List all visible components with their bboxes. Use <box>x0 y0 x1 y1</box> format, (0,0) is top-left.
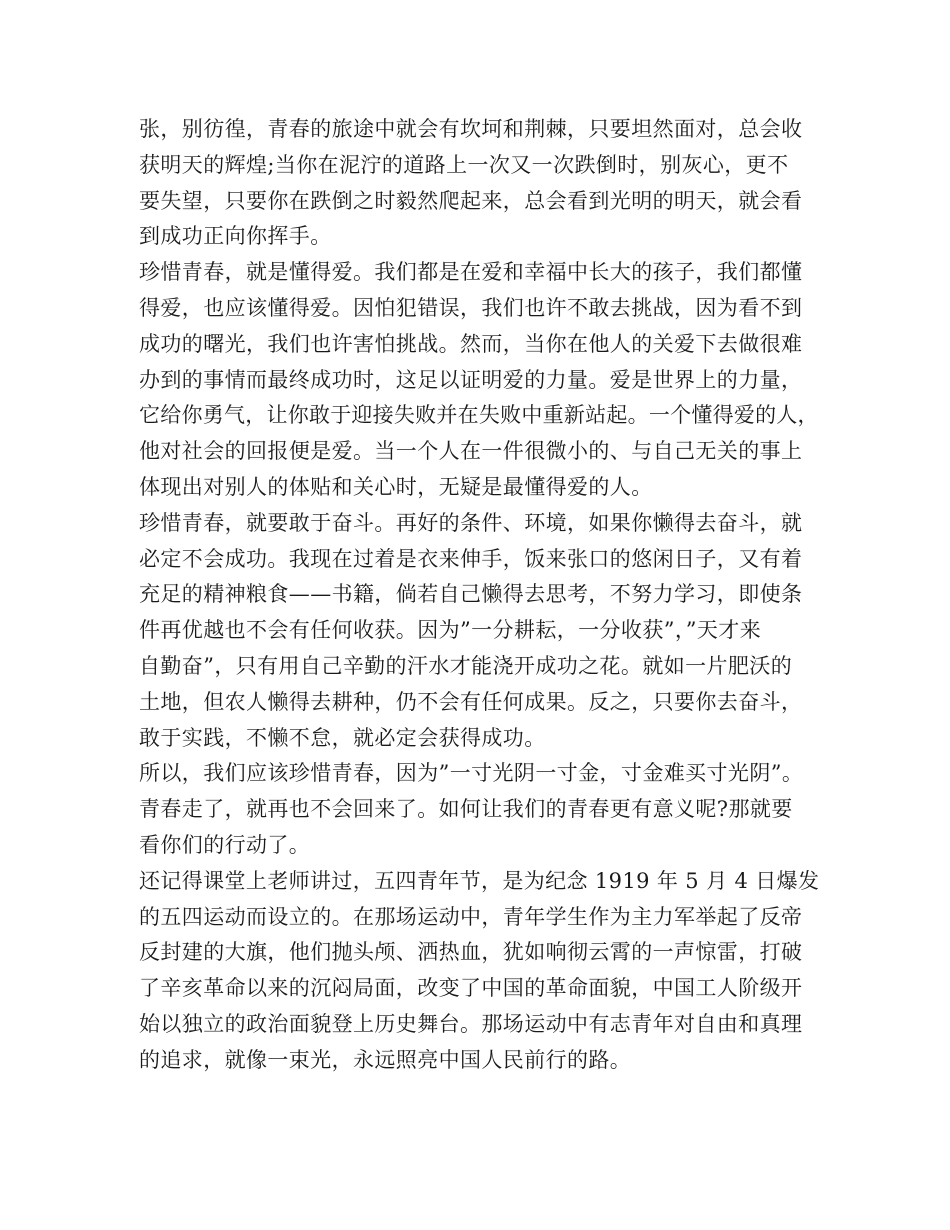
text-line: 了辛亥革命以来的沉闷局面，改变了中国的革命面貌，中国工人阶级开 <box>139 976 803 1001</box>
text-line: 看你们的行动了。 <box>139 832 311 857</box>
text-line: 要失望，只要你在跌倒之时毅然爬起来，总会看到光明的明天，就会看 <box>139 188 803 213</box>
text-line: 青春走了，就再也不会回来了。如何让我们的青春更有意义呢?那就要 <box>139 797 793 822</box>
text-line: 张，别彷徨，青春的旅途中就会有坎坷和荆棘，只要坦然面对，总会收 <box>139 117 803 141</box>
text-line: 的五四运动而设立的。在那场运动中，青年学生作为主力军举起了反帝 <box>139 904 803 929</box>
text-line: 珍惜青春，就是懂得爱。我们都是在爱和幸福中长大的孩子，我们都懂 <box>139 260 803 285</box>
text-line: 珍惜青春，就要敢于奋斗。再好的条件、环境，如果你懒得去奋斗，就 <box>139 510 803 535</box>
text-line: 的追求，就像一束光，永远照亮中国人民前行的路。 <box>139 1047 632 1072</box>
text-line: 还记得课堂上老师讲过，五四青年节，是为纪念 1919 年 5 月 4 日爆发 <box>139 868 820 893</box>
text-line: 他对社会的回报便是爱。当一个人在一件很微小的、与自己无关的事上 <box>139 439 803 464</box>
text-line: 成功的曙光，我们也许害怕挑战。然而，当你在他人的关爱下去做很难 <box>139 331 803 356</box>
text-line: 到成功正向你挥手。 <box>139 224 332 249</box>
text-line: 获明天的辉煌;当你在泥泞的道路上一次又一次跌倒时，别灰心，更不 <box>139 152 789 177</box>
text-line: 始以独立的政治面貌登上历史舞台。那场运动中有志青年对自由和真理 <box>139 1011 803 1036</box>
text-line: 得爱，也应该懂得爱。因怕犯错误，我们也许不敢去挑战，因为看不到 <box>139 295 803 320</box>
body-text <box>139 112 819 1079</box>
text-line: 办到的事情而最终成功时，这足以证明爱的力量。爱是世界上的力量， <box>139 367 803 392</box>
text-line: 体现出对别人的体贴和关心时，无疑是最懂得爱的人。 <box>139 474 653 499</box>
text-line: 所以，我们应该珍惜青春，因为”一寸光阴一寸金，寸金难买寸光阴”。 <box>139 761 804 786</box>
text-line: 必定不会成功。我现在过着是衣来伸手，饭来张口的悠闲日子，又有着 <box>139 546 803 571</box>
text-line: 土地，但农人懒得去耕种，仍不会有任何成果。反之，只要你去奋斗， <box>139 689 803 714</box>
text-line: 反封建的大旗，他们抛头颅、洒热血，犹如响彻云霄的一声惊雷，打破 <box>139 940 803 965</box>
text-line: 它给你勇气，让你敢于迎接失败并在失败中重新站起。一个懂得爱的人， <box>139 403 819 428</box>
text-line: 充足的精神粮食——书籍，倘若自己懒得去思考，不努力学习，即使条 <box>139 582 803 607</box>
text-line: 敢于实践，不懒不怠，就必定会获得成功。 <box>139 725 546 750</box>
text-line: 件再优越也不会有任何收获。因为”一分耕耘，一分收获”，”天才来 <box>139 618 762 643</box>
text-line: 自勤奋”，只有用自己辛勤的汗水才能浇开成功之花。就如一片肥沃的 <box>139 653 793 678</box>
